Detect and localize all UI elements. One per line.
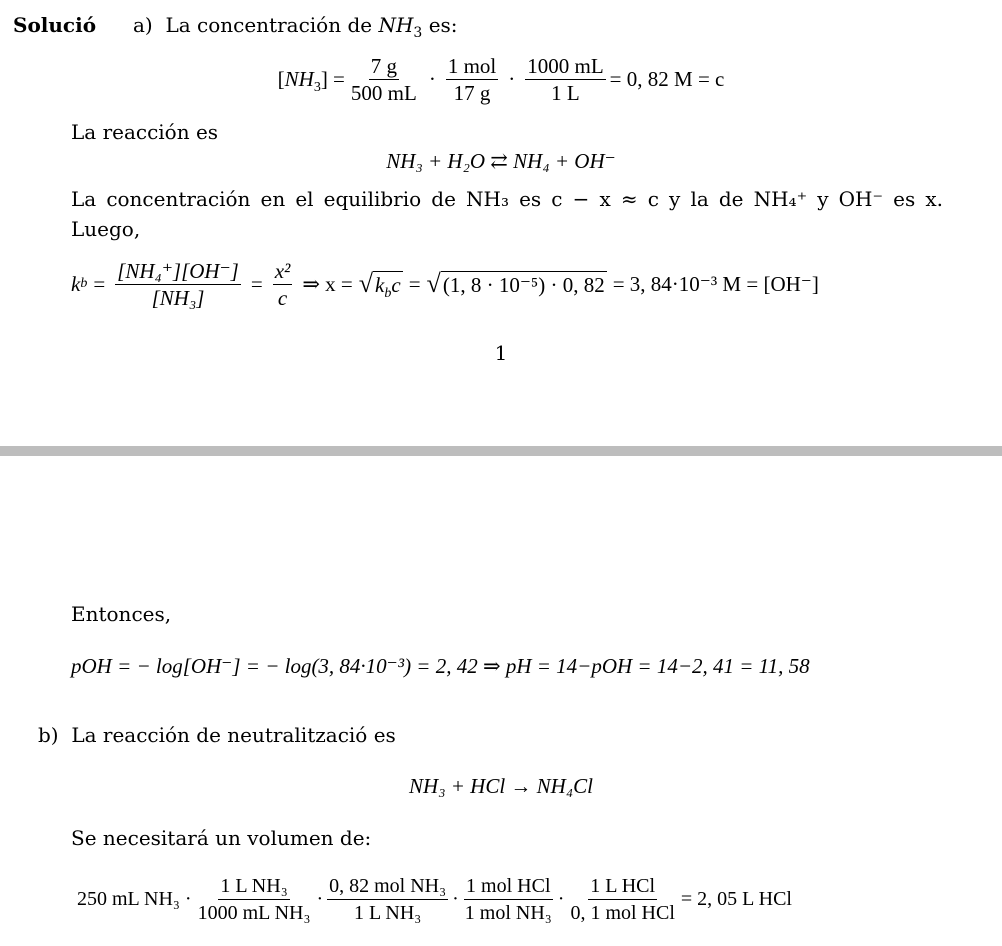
neutralization-equation: NH₃ + HCl → NH₄Cl <box>409 774 593 798</box>
part-a-label: a) <box>133 13 153 37</box>
poh-equation: pOH = − log[OH⁻] = − log(3, 84·10⁻³) = 2, 42 ⇒ pH = 14−pOH = 14−2, 41 = 11, 58 <box>71 654 810 678</box>
concentration-equation: $[NH_3]$ = $\frac{7 g}{500 mL}$ · $\frac{\text{1 mol}}{17 g}$ · $\frac{1000 mL}{1 L}$ = 0, 82 M = c <box>277 53 725 105</box>
kb-equation: k b = $\frac{\text{[NH₄⁺][OH⁻]}}{\text{[NH₃]}}$ = $\frac{\text{x²}}{c}$ ⇒ x = √ $k_bc$ = √ (1, 8 · 10⁻⁵) · 0, 82 = 3, 84·10⁻³ M = [OH⁻] <box>71 258 819 310</box>
fraction-2: $\frac{\text{1 mol}}{17 g}$ <box>447 53 497 105</box>
oh-result: = 3, 84·10⁻³ M = [OH⁻] <box>612 272 819 296</box>
part-a-es: es: <box>428 13 458 37</box>
solution-heading: Solució <box>13 13 97 37</box>
page-separator <box>0 446 1002 456</box>
entonces-text: Entonces, <box>71 602 172 626</box>
page-number: 1 <box>494 341 508 365</box>
luego-text: Luego, <box>71 217 141 241</box>
equilibrium-text: La concentración en el equilibrio de NH₃ es c − x ≈ c y la de NH₄⁺ y OH⁻ es x. <box>71 187 943 211</box>
part-b-line <box>38 723 396 747</box>
reaction-label: La reacción es <box>71 120 219 144</box>
reaction-equation: NH₃ + H₂O ⇄ NH₄ + OH⁻ <box>386 149 616 173</box>
page-1 <box>0 0 1002 446</box>
volume-intro: Se necesitará un volumen de: <box>71 826 372 850</box>
part-b-label: b) <box>38 723 59 747</box>
part-b-intro: La reacción de neutralització es <box>71 723 396 747</box>
kb-fraction: $\frac{\text{[NH₄⁺][OH⁻]}}{\text{[NH₃]}}$ <box>117 258 239 310</box>
part-a-intro: La concentración de <box>165 13 373 37</box>
vol-fraction-2: $\frac{\text{0, 82 mol NH₃}}{\text{1 L NH₃}}$ <box>329 874 447 924</box>
sqrt-numeric: √ (1, 8 · 10⁻⁵) · 0, 82 <box>426 269 605 298</box>
x2-c-fraction: $\frac{\text{x²}}{c}$ <box>274 258 291 310</box>
volume-result: = 2, 05 L HCl <box>680 888 792 910</box>
vol-fraction-4: $\frac{\text{1 L HCl}}{\text{0, 1 mol HCl}}$ <box>570 874 675 924</box>
vol-fraction-3: $\frac{\text{1 mol HCl}}{\text{1 mol NH₃}}$ <box>464 874 552 924</box>
sqrt-kbc: √ $k_bc$ <box>358 269 401 302</box>
concentration-result: = 0, 82 M = c <box>609 67 725 91</box>
vol-fraction-1: $\frac{\text{1 L NH₃}}{\text{1000 mL NH₃}}$ <box>197 874 311 924</box>
volume-equation: 250 mL NH₃ · $\frac{\text{1 L NH₃}}{\text{1000 mL NH₃}}$ · $\frac{\text{0, 82 mol NH₃}}{\text{1 L NH₃}}$ · $\frac{\text{1 mol HCl}}{\text{1 mol NH₃}}$ · $\frac{\text{1 L HCl}}{\text{0, 1 mol HCl}}$ = 2, 05 L HCl <box>77 874 792 924</box>
page-2 <box>0 456 1002 946</box>
part-a-line: a) La concentración de $NH_3$ es: <box>133 13 458 41</box>
fraction-3: $\frac{1000 mL}{1 L}$ <box>527 53 604 105</box>
fraction-1: $\frac{7 g}{500 mL}$ <box>350 53 417 105</box>
